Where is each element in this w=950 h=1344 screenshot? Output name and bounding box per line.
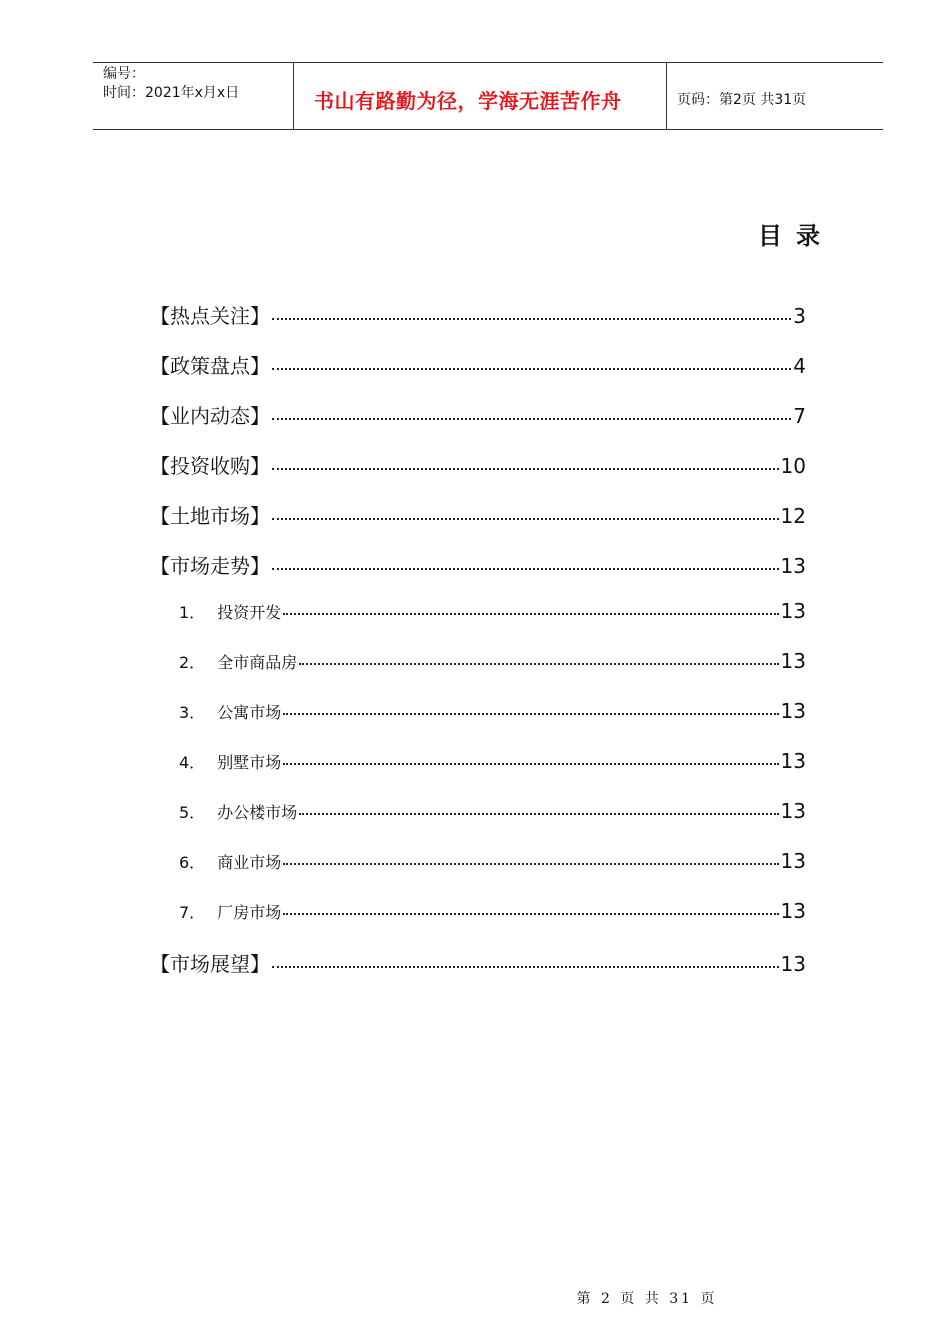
toc-entry-label: 别墅市场 xyxy=(217,753,282,772)
header-motto: 书山有路勤为径，学海无涯苦作舟 xyxy=(314,89,622,113)
toc-dot-leader xyxy=(283,763,778,765)
toc-entry-number: 3． xyxy=(179,703,206,722)
toc-entry[interactable] xyxy=(150,550,806,579)
toc-entry-page: 13 xyxy=(780,952,806,976)
toc-entry[interactable] xyxy=(179,849,806,873)
toc-entry-number: 2． xyxy=(179,653,206,672)
toc-entry-label: 公寓市场 xyxy=(217,703,282,722)
toc-entry-number: 7． xyxy=(179,903,206,922)
toc-entry-page: 13 xyxy=(780,799,806,823)
footer-page-number: 第 2 页 共 31 页 xyxy=(576,1291,718,1307)
toc-entry[interactable] xyxy=(179,799,806,823)
toc-entry-number: 5． xyxy=(179,803,206,822)
toc-entry-number: 4． xyxy=(179,753,206,772)
toc-entry-label: 全市商品房 xyxy=(217,653,298,672)
toc-entry-label: 【市场展望】 xyxy=(150,952,270,976)
toc-entry-label: 【投资收购】 xyxy=(150,454,270,478)
toc-dot-leader xyxy=(272,318,791,320)
toc-entry-page: 13 xyxy=(780,554,806,578)
toc-entry[interactable] xyxy=(150,300,806,329)
toc-entry-label: 办公楼市场 xyxy=(217,803,298,822)
toc-dot-leader xyxy=(272,568,779,570)
header-page-info: 页码：第2页 共31页 xyxy=(677,92,807,108)
toc-entry-label: 【业内动态】 xyxy=(150,404,270,428)
toc-entry-page: 13 xyxy=(780,599,806,623)
toc-entry[interactable] xyxy=(179,649,806,673)
toc-entry-page: 4 xyxy=(793,354,806,378)
toc-entry-number: 6． xyxy=(179,853,206,872)
toc-entry-label: 投资开发 xyxy=(217,603,282,622)
toc-title: 目录 xyxy=(758,222,834,250)
toc-entry[interactable] xyxy=(150,948,806,977)
toc-dot-leader xyxy=(283,713,778,715)
toc-entry-page: 13 xyxy=(780,899,806,923)
toc-dot-leader xyxy=(283,863,778,865)
toc-entry-label: 商业市场 xyxy=(217,853,282,872)
toc-entry-label: 【热点关注】 xyxy=(150,304,270,328)
toc-entry[interactable] xyxy=(179,699,806,723)
toc-entry-page: 7 xyxy=(793,404,806,428)
toc-entry[interactable] xyxy=(179,599,806,623)
toc-entry[interactable] xyxy=(150,350,806,379)
toc-dot-leader xyxy=(299,663,778,665)
toc-entry[interactable] xyxy=(179,749,806,773)
toc-entry[interactable] xyxy=(150,400,806,429)
toc-entry-page: 10 xyxy=(780,454,806,478)
page-footer xyxy=(0,1288,950,1308)
toc-dot-leader xyxy=(299,813,778,815)
toc-entry-page: 13 xyxy=(780,749,806,773)
toc-entry-label: 【土地市场】 xyxy=(150,504,270,528)
toc-entry-number: 1． xyxy=(179,603,206,622)
toc-entry-page: 13 xyxy=(780,699,806,723)
toc-entry[interactable] xyxy=(150,450,806,479)
document-time: 时间：2021年x月x日 xyxy=(103,85,240,101)
toc-dot-leader xyxy=(272,468,779,470)
toc-entry[interactable] xyxy=(150,500,806,529)
toc-dot-leader xyxy=(283,613,778,615)
toc-entry-page: 12 xyxy=(780,504,806,528)
document-code: 编号： xyxy=(103,66,145,82)
toc-dot-leader xyxy=(272,518,779,520)
toc-entry-page: 3 xyxy=(793,304,806,328)
toc-entry-label: 【政策盘点】 xyxy=(150,354,270,378)
toc-dot-leader xyxy=(272,368,791,370)
toc-dot-leader xyxy=(272,966,779,968)
toc-entry-page: 13 xyxy=(780,849,806,873)
toc-dot-leader xyxy=(272,418,791,420)
toc-entry-page: 13 xyxy=(780,649,806,673)
toc-dot-leader xyxy=(283,913,778,915)
toc-entry-label: 【市场走势】 xyxy=(150,554,270,578)
toc-entry-label: 厂房市场 xyxy=(217,903,282,922)
toc-entry[interactable] xyxy=(179,899,806,923)
